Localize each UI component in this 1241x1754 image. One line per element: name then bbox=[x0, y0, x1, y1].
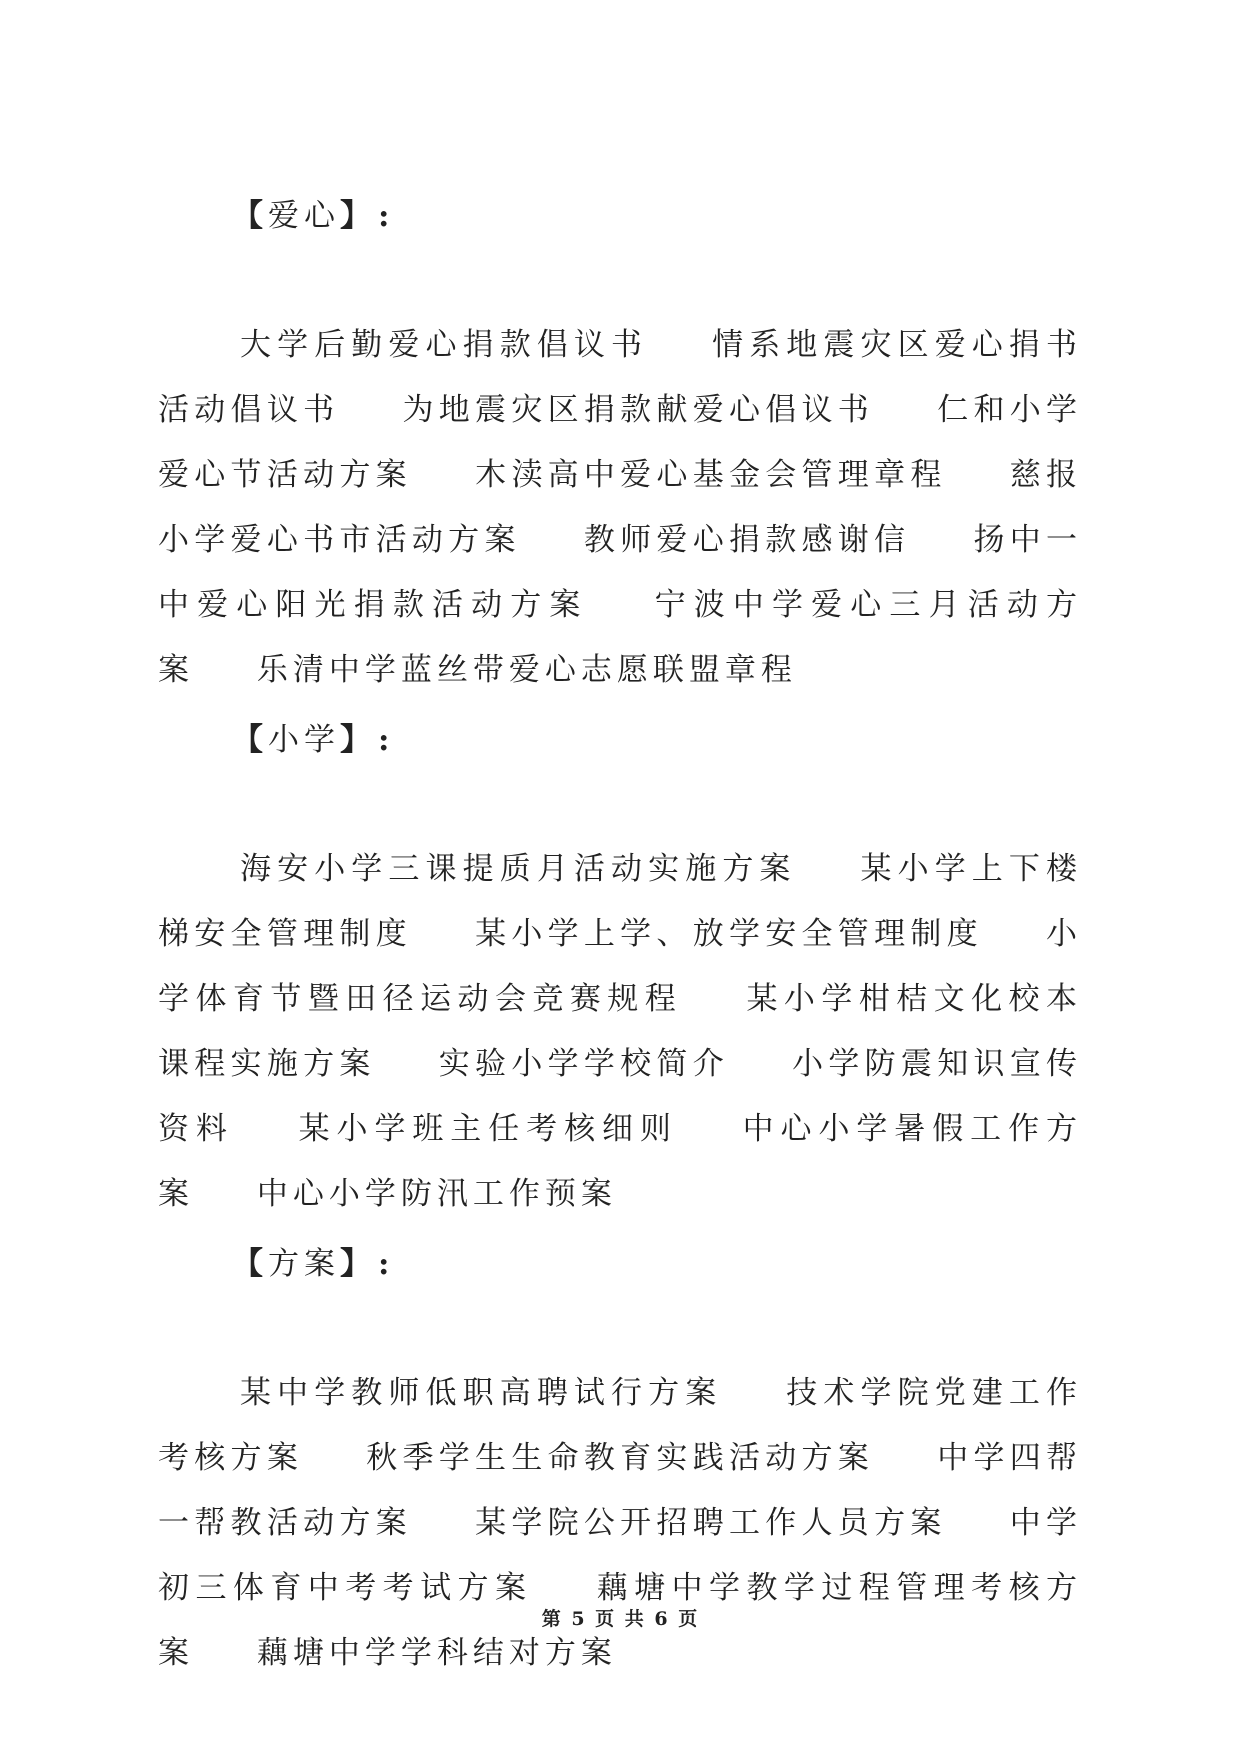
section-heading-fangan: 【方案】: bbox=[232, 1246, 395, 1282]
list-item[interactable]: 小学防震知识宣传资料 bbox=[158, 1046, 1083, 1147]
list-item[interactable]: 为地震灾区捐款献爱心倡议书 bbox=[402, 392, 875, 428]
list-item[interactable]: 教师爱心捐款感谢信 bbox=[583, 522, 911, 558]
list-item[interactable]: 大学后勤爱心捐款倡议书 bbox=[240, 327, 649, 363]
list-item[interactable]: 某小学上学、放学安全管理制度 bbox=[475, 916, 983, 952]
list-item[interactable]: 中学初三体育中考考试方案 bbox=[158, 1505, 1083, 1606]
list-item[interactable]: 中学四帮一帮教活动方案 bbox=[158, 1440, 1083, 1541]
list-item[interactable]: 宁波中学爱心三月活动方案 bbox=[158, 587, 1083, 688]
list-item[interactable]: 木渎高中爱心基金会管理章程 bbox=[475, 457, 947, 493]
section-heading-xiaoxue: 【小学】: bbox=[232, 722, 395, 758]
list-item[interactable]: 藕塘中学学科结对方案 bbox=[256, 1635, 617, 1671]
list-item[interactable]: 某中学教师低职高聘试行方案 bbox=[240, 1375, 723, 1411]
list-item[interactable]: 某学院公开招聘工作人员方案 bbox=[475, 1505, 947, 1541]
list-item[interactable]: 实验小学学校简介 bbox=[438, 1046, 729, 1082]
list-item[interactable]: 情系地震灾区爱心捐书活动倡议书 bbox=[158, 327, 1083, 428]
list-item[interactable]: 海安小学三课提质月活动实施方案 bbox=[240, 851, 797, 887]
section-heading-aixin: 【爱心】: bbox=[232, 198, 395, 234]
list-item[interactable]: 藕塘中学教学过程管理考核方案 bbox=[158, 1570, 1083, 1671]
page-footer: 第 5 页 共 6 页 bbox=[541, 1608, 700, 1630]
list-item[interactable]: 中心小学防汛工作预案 bbox=[256, 1176, 617, 1212]
list-item[interactable]: 仁和小学爱心节活动方案 bbox=[158, 392, 1083, 493]
list-item[interactable]: 某小学上下楼梯安全管理制度 bbox=[158, 851, 1083, 952]
list-item[interactable]: 乐清中学蓝丝带爱心志愿联盟章程 bbox=[256, 652, 797, 688]
list-item[interactable]: 小学体育节暨田径运动会竞赛规程 bbox=[158, 916, 1083, 1017]
page-content bbox=[158, 183, 1082, 1686]
list-item[interactable]: 慈报小学爱心书市活动方案 bbox=[158, 457, 1083, 558]
list-item[interactable]: 扬中一中爱心阳光捐款活动方案 bbox=[158, 522, 1083, 623]
related-links-aixin bbox=[158, 313, 1082, 703]
list-item[interactable]: 中心小学暑假工作方案 bbox=[158, 1111, 1082, 1212]
list-item[interactable]: 某小学柑桔文化校本课程实施方案 bbox=[158, 981, 1082, 1082]
related-links-fangan bbox=[158, 1361, 1082, 1686]
list-item[interactable]: 技术学院党建工作考核方案 bbox=[158, 1375, 1083, 1476]
related-links-xiaoxue bbox=[158, 837, 1082, 1227]
list-item[interactable]: 秋季学生生命教育实践活动方案 bbox=[366, 1440, 875, 1476]
list-item[interactable]: 某小学班主任考核细则 bbox=[298, 1111, 678, 1147]
